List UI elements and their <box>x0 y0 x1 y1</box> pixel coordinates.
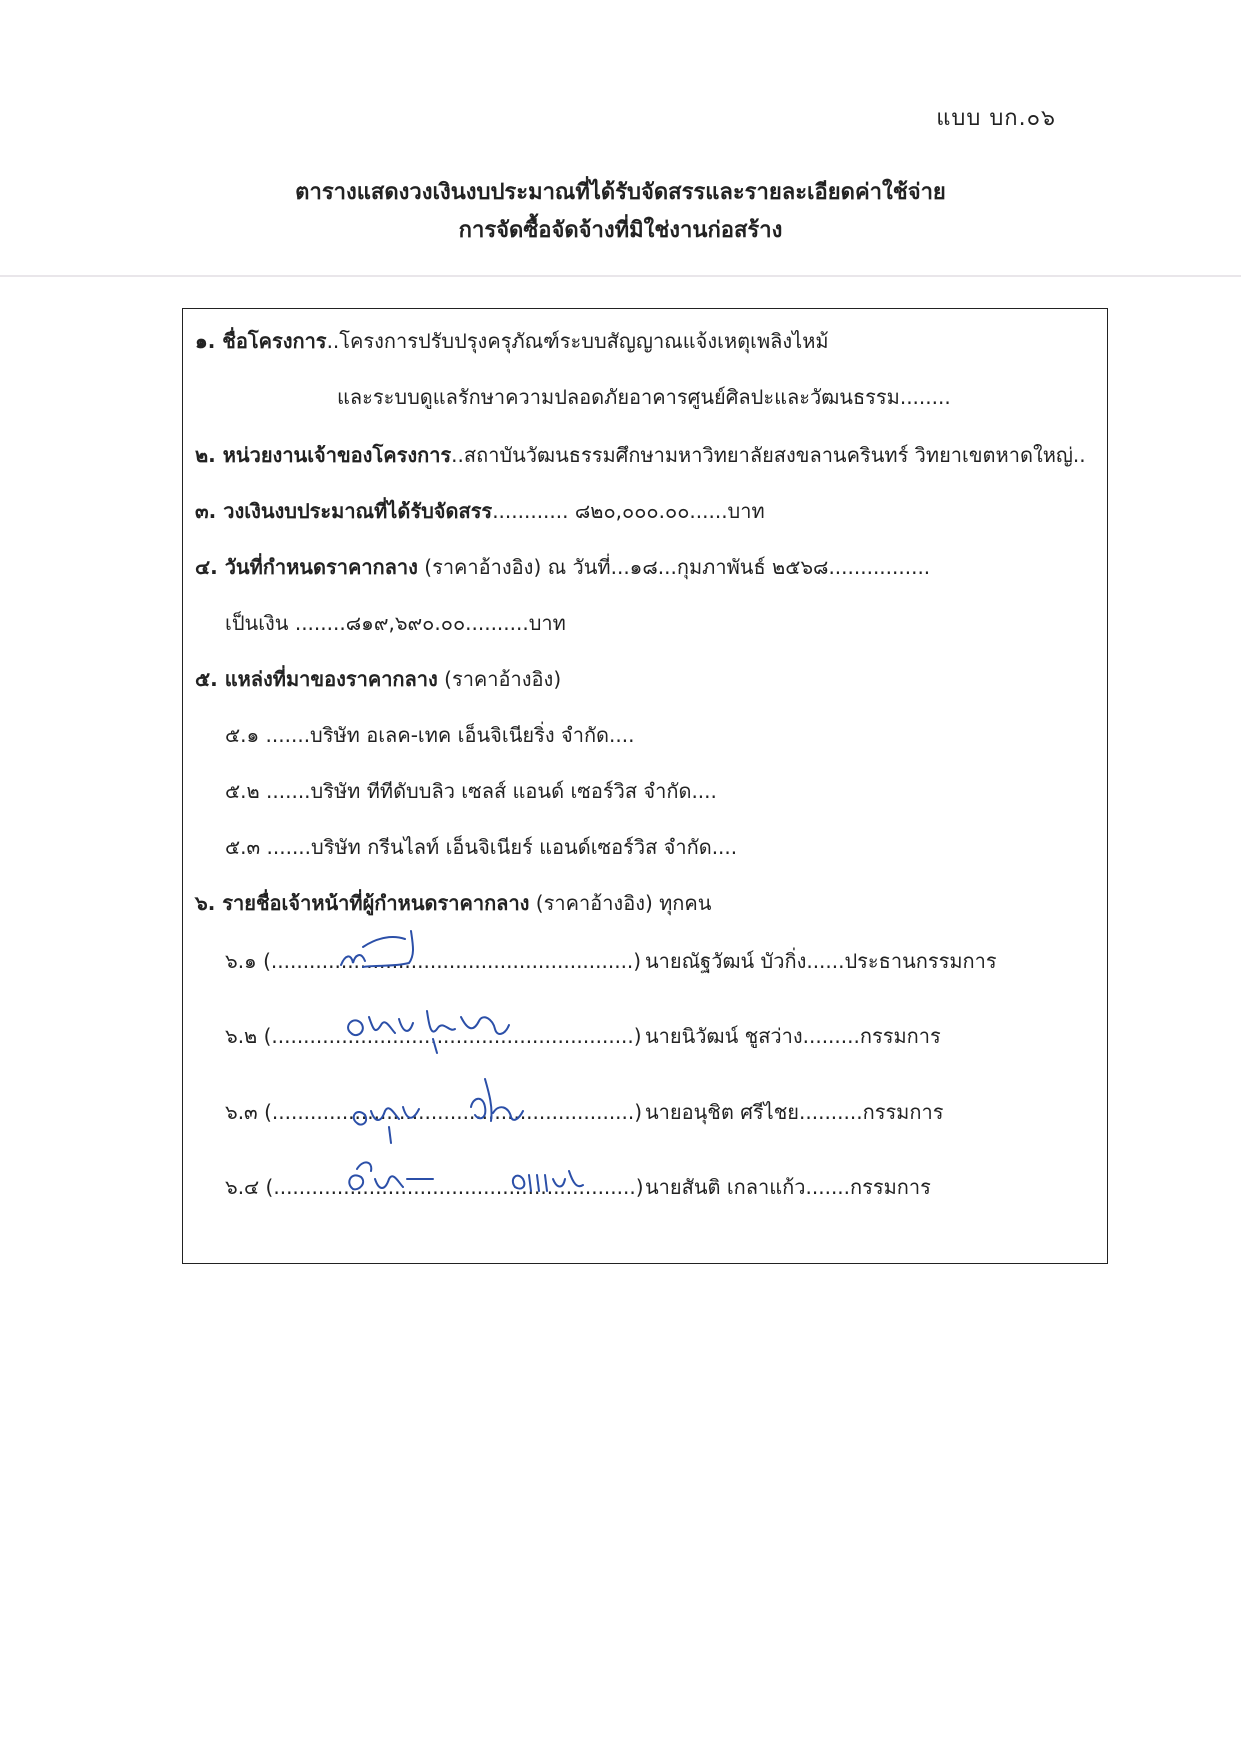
official-2-name: นายนิวัฒน์ ชูสว่าง.........กรรมการ <box>645 1024 941 1048</box>
item-5-label: ๕. แหล่งที่มาของราคากลาง <box>195 667 438 691</box>
item-1-value: ..โครงการปรับปรุงครุภัณฑ์ระบบสัญญาณแจ้งเหตุเพลิงไหม้ <box>326 329 829 353</box>
official-3-signature-line: ๖.๓ (.........................................................) <box>225 1100 643 1124</box>
item-3-budget <box>195 495 765 527</box>
official-4-name: นายสันติ เกลาแก้ว.......กรรมการ <box>645 1175 931 1199</box>
item-5-2-source: ๕.๒ .......บริษัท ทีทีดับบลิว เซลส์ แอนด์ เซอร์วิส จำกัด.... <box>225 779 717 803</box>
item-5-value: (ราคาอ้างอิง) <box>437 667 562 691</box>
document-title-line-1: ตารางแสดงวงเงินงบประมาณที่ได้รับจัดสรรและรายละเอียดค่าใช้จ่าย <box>295 180 946 205</box>
scan-fold-line <box>0 275 1241 277</box>
official-row-3 <box>225 1096 1085 1132</box>
item-5-price-source <box>195 663 561 695</box>
item-1-label: ๑. ชื่อโครงการ <box>195 329 327 353</box>
document-title-line-2: การจัดซื้อจัดจ้างที่มิใช่งานก่อสร้าง <box>458 218 783 243</box>
item-5-1-source: ๕.๑ .......บริษัท อเลค-เทค เอ็นจิเนียริ่ง จำกัด.... <box>225 723 635 747</box>
item-6-label: ๖. รายชื่อเจ้าหน้าที่ผู้กำหนดราคากลาง <box>195 891 530 915</box>
item-3-label: ๓. วงเงินงบประมาณที่ได้รับจัดสรร <box>195 499 493 523</box>
official-1-name: นายณัฐวัฒน์ บัวกิ่ง......ประธานกรรมการ <box>645 949 997 973</box>
item-2-value: ..สถาบันวัฒนธรรมศึกษามหาวิทยาลัยสงขลานครินทร์ วิทยาเขตหาดใหญ่.. <box>451 443 1086 467</box>
item-3-value: ............ ๘๒๐,๐๐๐.๐๐......บาท <box>492 499 765 523</box>
item-4-label: ๔. วันที่กำหนดราคากลาง <box>195 555 418 579</box>
official-2-signature-line: ๖.๒ (.........................................................) <box>225 1024 642 1048</box>
official-4-signature-line: ๖.๔ (.........................................................) <box>225 1175 644 1199</box>
official-row-4 <box>225 1171 1085 1207</box>
details-box <box>182 308 1108 1264</box>
item-2-label: ๒. หน่วยงานเจ้าของโครงการ <box>195 443 452 467</box>
official-1-signature-line: ๖.๑ (.........................................................) <box>225 949 642 973</box>
item-4-amount: เป็นเงิน ........๘๑๙,๖๙๐.๐๐..........บาท <box>225 611 566 635</box>
item-4-reference-date <box>195 551 930 583</box>
form-code: แบบ บก.๐๖ <box>936 106 1056 131</box>
item-4-value: (ราคาอ้างอิง) ณ วันที่...๑๘...กุมภาพันธ์ ๒๕๖๘................ <box>417 555 931 579</box>
official-3-name: นายอนุชิต ศรีไชย..........กรรมการ <box>645 1100 944 1124</box>
item-2-owner-unit <box>195 439 1086 471</box>
item-6-officials <box>195 887 711 919</box>
official-row-2 <box>225 1020 1085 1056</box>
item-1-project-name <box>195 325 829 357</box>
item-5-3-source: ๕.๓ .......บริษัท กรีนไลท์ เอ็นจิเนียร์ แอนด์เซอร์วิส จำกัด.... <box>225 835 738 859</box>
official-row-1 <box>225 945 1085 981</box>
item-6-value: (ราคาอ้างอิง) ทุกคน <box>529 891 712 915</box>
item-1-continuation: และระบบดูแลรักษาความปลอดภัยอาคารศูนย์ศิลปะและวัฒนธรรม........ <box>337 385 951 409</box>
